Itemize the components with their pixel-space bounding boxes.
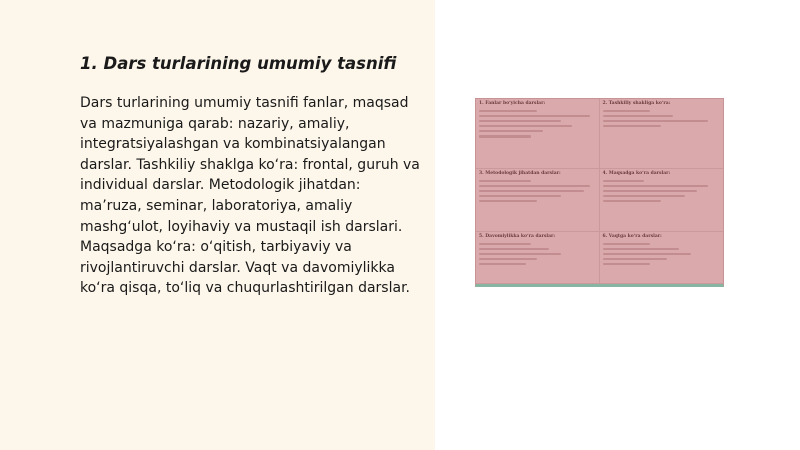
- table-text-line: [603, 200, 662, 203]
- table-text-line: [603, 185, 709, 188]
- slide-title: 1. Dars turlarining umumiy tasnifi: [80, 54, 397, 73]
- classification-table-image: [475, 98, 724, 287]
- table-text-line: [603, 248, 679, 251]
- table-text-line: [603, 190, 697, 193]
- table-cell: [476, 169, 600, 232]
- table-text-line: [479, 125, 572, 128]
- table-text-line: [479, 115, 590, 118]
- table-text-line: [603, 258, 668, 261]
- table-cell-title: 3. Metodologik jihatdan darslar:: [479, 171, 561, 176]
- table-text-line: [479, 253, 561, 256]
- slide-body-text: Dars turlarining umumiy tasnifi fanlar, maqsad va mazmuniga qarab: nazariy, amaliy, integratsiyalashgan va kombinatsiyalangan darslar. Tashkiliy shaklga ko‘ra: frontal, guruh va individual darslar. Metodologik jihatdan: ma’ruza, seminar, laboratoriya, amaliy mashg‘ulot, loyihaviy va mustaqil ish darslari. Maqsadga ko‘ra: o‘qitish, tarbiyaviy va rivojlantiruvchi darslar. Vaqt va davomiylikka ko‘ra qisqa, to‘liq va chuqurlashtirilgan darslar.: [80, 95, 420, 297]
- table-cell-title: 1. Fanlar bo‘yicha darslar:: [479, 101, 546, 106]
- table-text-line: [603, 180, 644, 183]
- table-text-line: [479, 263, 526, 266]
- table-text-line: [603, 120, 709, 123]
- table-text-line: [479, 110, 537, 113]
- table-text-line: [479, 180, 531, 183]
- table-cell: [476, 99, 600, 169]
- table-cell-title: 2. Tashkiliy shakliga ko‘ra:: [602, 101, 671, 106]
- table-text-line: [479, 258, 537, 261]
- table-cell: [476, 232, 600, 284]
- table-text-line: [479, 120, 561, 123]
- table-text-line: [479, 130, 543, 133]
- table-cell: [600, 99, 724, 169]
- table-cell-title: 5. Davomiylikka ko‘ra darslar:: [479, 234, 556, 239]
- table-cell-title: 6. Vaqtga ko‘ra darslar:: [602, 234, 662, 239]
- table-text-line: [479, 135, 531, 138]
- table-text-line: [479, 248, 549, 251]
- table-text-line: [603, 115, 674, 118]
- table-cell-title: 4. Maqsadga ko‘ra darslar:: [602, 171, 671, 176]
- table-text-line: [479, 195, 561, 198]
- table-text-line: [603, 263, 650, 266]
- table-cell: [600, 169, 724, 232]
- table-text-line: [479, 185, 590, 188]
- table-text-line: [603, 125, 662, 128]
- table-text-line: [479, 190, 584, 193]
- table-text-line: [603, 243, 650, 246]
- table-cell: [600, 232, 724, 284]
- table-text-line: [479, 243, 531, 246]
- table-text-line: [603, 110, 650, 113]
- table-text-line: [603, 253, 691, 256]
- table-text-line: [479, 200, 537, 203]
- table-text-line: [603, 195, 685, 198]
